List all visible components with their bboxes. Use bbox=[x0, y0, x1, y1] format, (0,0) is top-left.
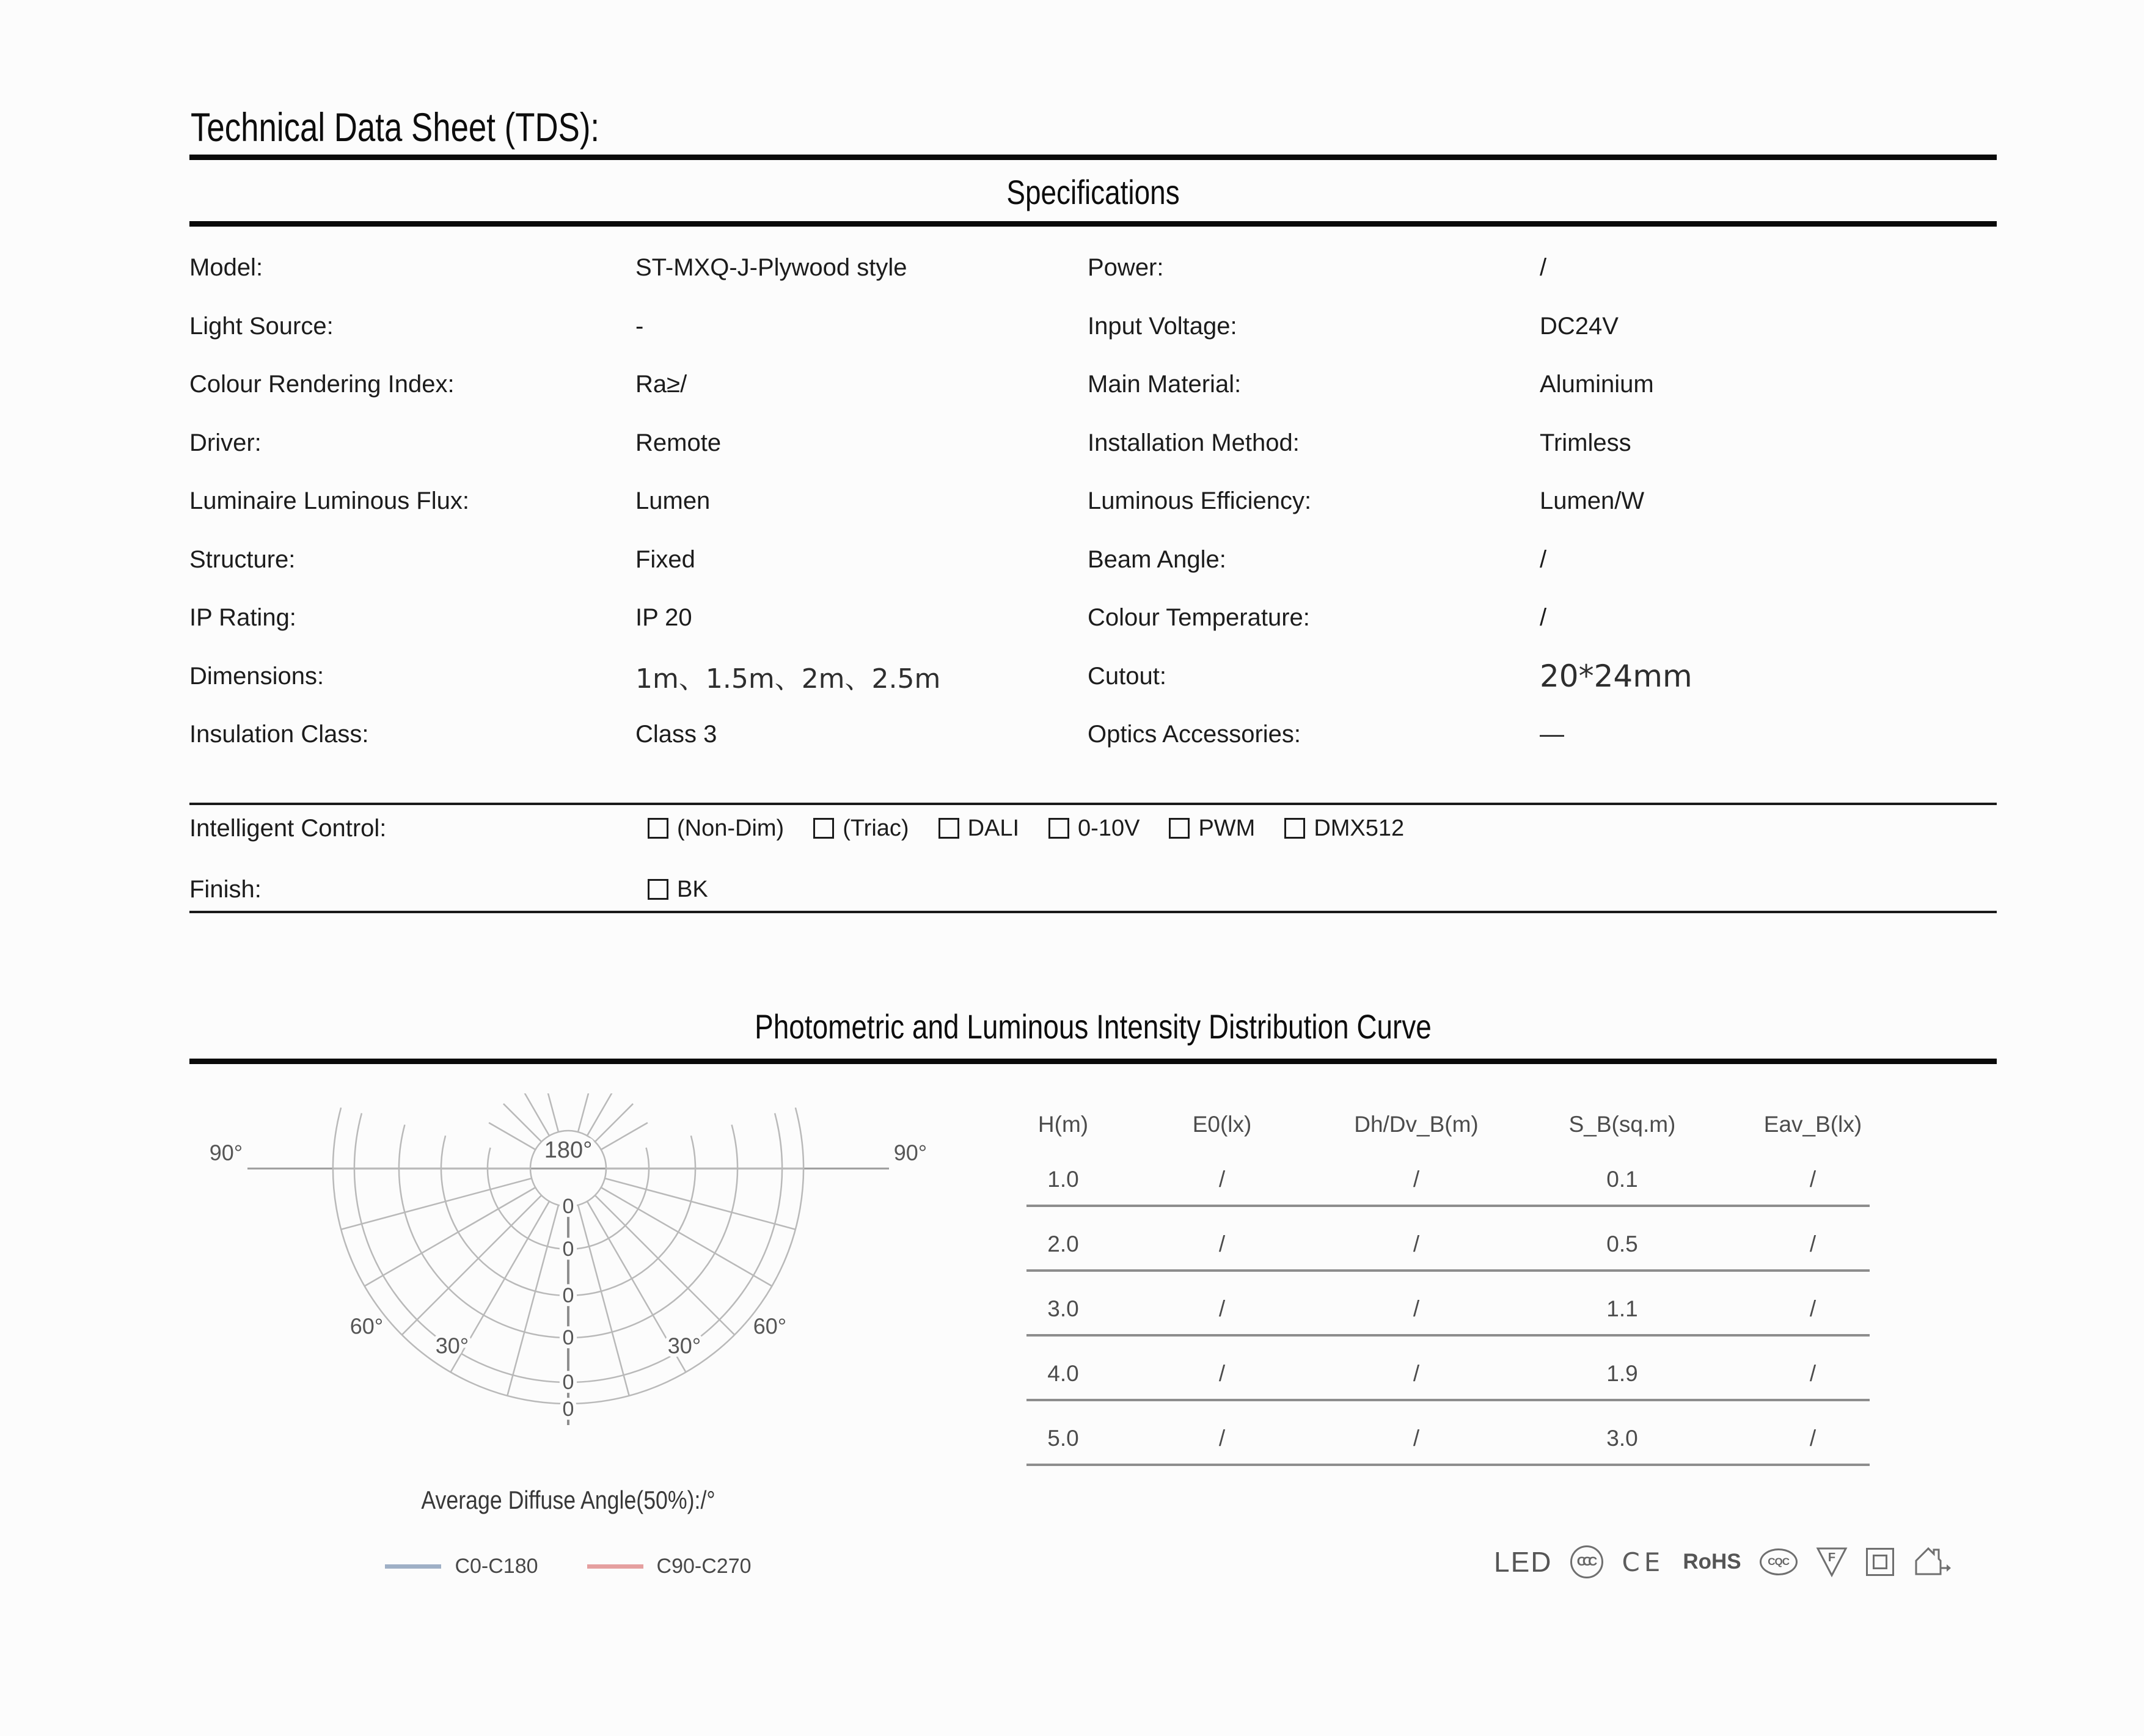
polar-radial-line-upper bbox=[522, 1093, 549, 1136]
intelligent-control-checkbox[interactable] bbox=[1169, 818, 1190, 839]
photometric-table-row bbox=[1026, 1401, 1870, 1466]
spec-value: DC24V bbox=[1540, 312, 1619, 340]
spec-value: / bbox=[1540, 545, 1547, 573]
spec-label: IP Rating: bbox=[189, 604, 296, 632]
spec-value: Fixed bbox=[635, 545, 695, 573]
photometric-heading: Photometric and Luminous Intensity Distribution Curve bbox=[755, 1007, 1432, 1046]
polar-radial-line bbox=[578, 1205, 629, 1396]
legend-item bbox=[385, 1555, 538, 1578]
spec-row bbox=[189, 414, 1997, 473]
polar-radial-tick-label: 0 bbox=[562, 1284, 574, 1307]
spec-label: Beam Angle: bbox=[1088, 545, 1226, 573]
polar-radial-line-upper bbox=[489, 1123, 535, 1150]
intelligent-control-checkbox[interactable] bbox=[813, 818, 834, 839]
photometric-table-cell: 0.1 bbox=[1606, 1167, 1638, 1192]
photometric-table-header-row bbox=[1026, 1096, 1870, 1142]
intelligent-control-option-label: (Triac) bbox=[843, 815, 909, 841]
spec-row bbox=[189, 531, 1997, 589]
intelligent-control-option-label: DMX512 bbox=[1314, 815, 1405, 841]
photometric-table-cell: / bbox=[1218, 1231, 1226, 1256]
spec-row bbox=[189, 647, 1997, 706]
polar-radial-tick-label: 0 bbox=[562, 1398, 574, 1421]
photometric-table-header: Eav_B(lx) bbox=[1763, 1112, 1862, 1137]
spec-value: Remote bbox=[635, 429, 722, 456]
spec-value: Aluminium bbox=[1540, 371, 1654, 398]
photometric-table-cell: / bbox=[1413, 1167, 1420, 1192]
spec-value: Ra≥/ bbox=[635, 371, 687, 398]
polar-radial-line-upper bbox=[544, 1093, 558, 1132]
spec-row bbox=[189, 706, 1997, 764]
polar-angle-label-30-right: 30° bbox=[667, 1333, 701, 1359]
photometric-table-cell: / bbox=[1413, 1296, 1420, 1321]
photometric-table-cell: / bbox=[1218, 1296, 1226, 1321]
polar-radial-tick-label: 0 bbox=[562, 1371, 574, 1394]
spec-label: Luminous Efficiency: bbox=[1088, 487, 1312, 515]
svg-text:F: F bbox=[1828, 1551, 1835, 1564]
spec-label: Power: bbox=[1088, 254, 1164, 282]
polar-radial-line-upper bbox=[601, 1123, 648, 1150]
polar-angle-label-90-left: 90° bbox=[209, 1140, 243, 1165]
polar-radial-line-upper bbox=[503, 1104, 541, 1142]
legend-line-swatch bbox=[385, 1564, 441, 1569]
legend-item bbox=[587, 1555, 752, 1578]
legend-label: C0-C180 bbox=[455, 1555, 538, 1578]
polar-radial-line-upper bbox=[595, 1104, 633, 1142]
polar-radial-line bbox=[601, 1187, 772, 1286]
photometric-table-cell: 1.0 bbox=[1047, 1167, 1079, 1192]
spec-value: Trimless bbox=[1540, 429, 1631, 456]
photometric-table-header: E0(lx) bbox=[1192, 1112, 1252, 1137]
spec-value: 1m、1.5m、2m、2.5m bbox=[635, 663, 941, 695]
photometric-table-cell: / bbox=[1218, 1426, 1226, 1451]
spec-label: Optics Accessories: bbox=[1088, 721, 1301, 748]
photometric-table-cell: 5.0 bbox=[1047, 1426, 1079, 1451]
spec-label: Colour Rendering Index: bbox=[189, 371, 455, 398]
spec-label: Input Voltage: bbox=[1088, 312, 1237, 340]
certification-row bbox=[1494, 1538, 1952, 1586]
indoor-use-house-icon bbox=[1912, 1545, 1952, 1579]
finish-row bbox=[189, 867, 1997, 911]
photometric-table-cell: 1.1 bbox=[1606, 1296, 1638, 1321]
polar-radial-line bbox=[365, 1187, 536, 1286]
photometric-table-row bbox=[1026, 1272, 1870, 1337]
polar-radial-line bbox=[595, 1195, 734, 1335]
led-text-icon: LED bbox=[1494, 1546, 1553, 1578]
rohs-text-icon: RoHS bbox=[1683, 1550, 1741, 1574]
spec-label: Insulation Class: bbox=[189, 721, 369, 748]
finish-label: Finish: bbox=[189, 875, 262, 903]
spec-label: Model: bbox=[189, 254, 263, 282]
spec-row bbox=[189, 589, 1997, 647]
spec-row bbox=[189, 356, 1997, 414]
photometric-table-cell: / bbox=[1809, 1426, 1817, 1451]
spec-row bbox=[189, 239, 1997, 297]
finish-option bbox=[648, 877, 708, 903]
finish-option-label: BK bbox=[677, 876, 708, 902]
intelligent-control-option-label: (Non-Dim) bbox=[677, 815, 785, 841]
legend-line-swatch bbox=[587, 1564, 643, 1569]
intelligent-control-option bbox=[1048, 815, 1140, 842]
divider-top bbox=[189, 155, 1997, 160]
polar-angle-label-180: 180° bbox=[544, 1137, 593, 1163]
spec-value: / bbox=[1540, 254, 1547, 282]
intelligent-control-options bbox=[648, 815, 1404, 842]
polar-radial-line bbox=[507, 1205, 558, 1396]
photometric-table-row bbox=[1026, 1142, 1870, 1207]
flammability-triangle-icon bbox=[1816, 1546, 1848, 1578]
polar-radial-tick-label: 0 bbox=[562, 1238, 574, 1261]
specifications-heading: Specifications bbox=[1006, 173, 1180, 211]
spec-value: 20*24mm bbox=[1540, 658, 1692, 695]
photometric-table-cell: 4.0 bbox=[1047, 1361, 1079, 1386]
photometric-table-cell: / bbox=[1413, 1231, 1420, 1256]
spec-value: Lumen/W bbox=[1540, 487, 1645, 515]
photometric-table-cell: 2.0 bbox=[1047, 1231, 1079, 1256]
photometric-table-cell: / bbox=[1809, 1361, 1817, 1386]
spec-table bbox=[189, 239, 1997, 764]
divider-control-bottom bbox=[189, 911, 1997, 913]
polar-radial-tick-label: 0 bbox=[562, 1326, 574, 1349]
spec-value: Lumen bbox=[635, 487, 711, 515]
polar-angle-label-60-right: 60° bbox=[753, 1313, 787, 1339]
intelligent-control-option bbox=[1169, 815, 1255, 842]
polar-radial-line bbox=[402, 1195, 541, 1335]
intelligent-control-option-label: 0-10V bbox=[1078, 815, 1140, 841]
class-ii-insulation-icon bbox=[1866, 1548, 1894, 1576]
finish-options bbox=[648, 877, 708, 903]
divider-specs bbox=[189, 221, 1997, 227]
spec-label: Installation Method: bbox=[1088, 429, 1300, 456]
ccc-letters: CCC bbox=[1576, 1555, 1594, 1569]
spec-row bbox=[189, 472, 1997, 531]
ccc-mark-icon bbox=[1570, 1545, 1603, 1578]
polar-radial-line bbox=[605, 1178, 796, 1230]
photometric-table-cell: / bbox=[1809, 1231, 1817, 1256]
intelligent-control-checkbox[interactable] bbox=[648, 818, 668, 839]
photometric-table-row bbox=[1026, 1207, 1870, 1272]
spec-value: — bbox=[1540, 721, 1564, 748]
photometric-table-cell: / bbox=[1413, 1361, 1420, 1386]
legend-label: C90-C270 bbox=[656, 1555, 752, 1578]
polar-angle-label-90-right: 90° bbox=[893, 1140, 927, 1165]
polar-chart bbox=[171, 1093, 965, 1435]
page-title: Technical Data Sheet (TDS): bbox=[191, 104, 600, 150]
spec-label: Light Source: bbox=[189, 312, 334, 340]
spec-label: Dimensions: bbox=[189, 662, 324, 690]
polar-angle-label-30-left: 30° bbox=[435, 1333, 469, 1359]
ce-mark-icon: CE bbox=[1622, 1547, 1665, 1577]
intelligent-control-option bbox=[938, 815, 1019, 842]
polar-radial-line bbox=[341, 1178, 532, 1230]
spec-value: ST-MXQ-J-Plywood style bbox=[635, 254, 907, 282]
spec-label: Driver: bbox=[189, 429, 262, 456]
photometric-table-cell: 0.5 bbox=[1606, 1231, 1638, 1256]
polar-radial-tick-label: 0 bbox=[562, 1195, 574, 1218]
photometric-table-row bbox=[1026, 1337, 1870, 1401]
intelligent-control-checkbox[interactable] bbox=[1284, 818, 1305, 839]
cqc-mark-icon bbox=[1760, 1548, 1798, 1575]
polar-radial-line-upper bbox=[578, 1093, 592, 1132]
intelligent-control-label: Intelligent Control: bbox=[189, 814, 387, 842]
photometric-table-cell: / bbox=[1413, 1426, 1420, 1451]
photometric-table bbox=[1026, 1096, 1870, 1466]
spec-value: / bbox=[1540, 604, 1547, 632]
intelligent-control-option bbox=[648, 815, 784, 842]
spec-label: Cutout: bbox=[1088, 662, 1166, 690]
photometric-table-cell: / bbox=[1809, 1167, 1817, 1192]
photometric-table-header: H(m) bbox=[1037, 1112, 1089, 1137]
intelligent-control-checkbox[interactable] bbox=[938, 818, 959, 839]
photometric-table-header: S_B(sq.m) bbox=[1568, 1112, 1676, 1137]
photometric-table-cell: / bbox=[1218, 1361, 1226, 1386]
photometric-table-cell: 3.0 bbox=[1606, 1426, 1638, 1451]
intelligent-control-option bbox=[813, 815, 909, 842]
spec-value: IP 20 bbox=[635, 604, 692, 632]
spec-row bbox=[189, 297, 1997, 356]
intelligent-control-option bbox=[1284, 815, 1404, 842]
finish-checkbox[interactable] bbox=[648, 879, 668, 900]
photometric-table-cell: / bbox=[1809, 1296, 1817, 1321]
spec-label: Colour Temperature: bbox=[1088, 604, 1310, 632]
intelligent-control-checkbox[interactable] bbox=[1048, 818, 1069, 839]
cqc-letters: CQC bbox=[1768, 1556, 1790, 1567]
spec-value: - bbox=[635, 312, 644, 340]
spec-value: Class 3 bbox=[635, 721, 717, 748]
chart-caption: Average Diffuse Angle(50%):/° bbox=[421, 1486, 715, 1514]
photometric-table-cell: / bbox=[1218, 1167, 1226, 1192]
divider-photometric bbox=[189, 1059, 1997, 1064]
chart-legend bbox=[171, 1555, 965, 1578]
intelligent-control-option-label: PWM bbox=[1198, 815, 1256, 841]
polar-angle-label-60-left: 60° bbox=[349, 1313, 384, 1339]
intelligent-control-option-label: DALI bbox=[967, 815, 1020, 841]
spec-label: Main Material: bbox=[1088, 371, 1242, 398]
spec-label: Luminaire Luminous Flux: bbox=[189, 487, 469, 515]
inner-square bbox=[1873, 1555, 1887, 1569]
divider-control-top bbox=[189, 803, 1997, 805]
photometric-table-cell: 1.9 bbox=[1606, 1361, 1638, 1386]
photometric-table-cell: 3.0 bbox=[1047, 1296, 1079, 1321]
intelligent-control-row bbox=[189, 806, 1997, 850]
spec-label: Structure: bbox=[189, 545, 296, 573]
polar-radial-line-upper bbox=[587, 1093, 614, 1136]
photometric-table-header: Dh/Dv_B(m) bbox=[1354, 1112, 1479, 1137]
